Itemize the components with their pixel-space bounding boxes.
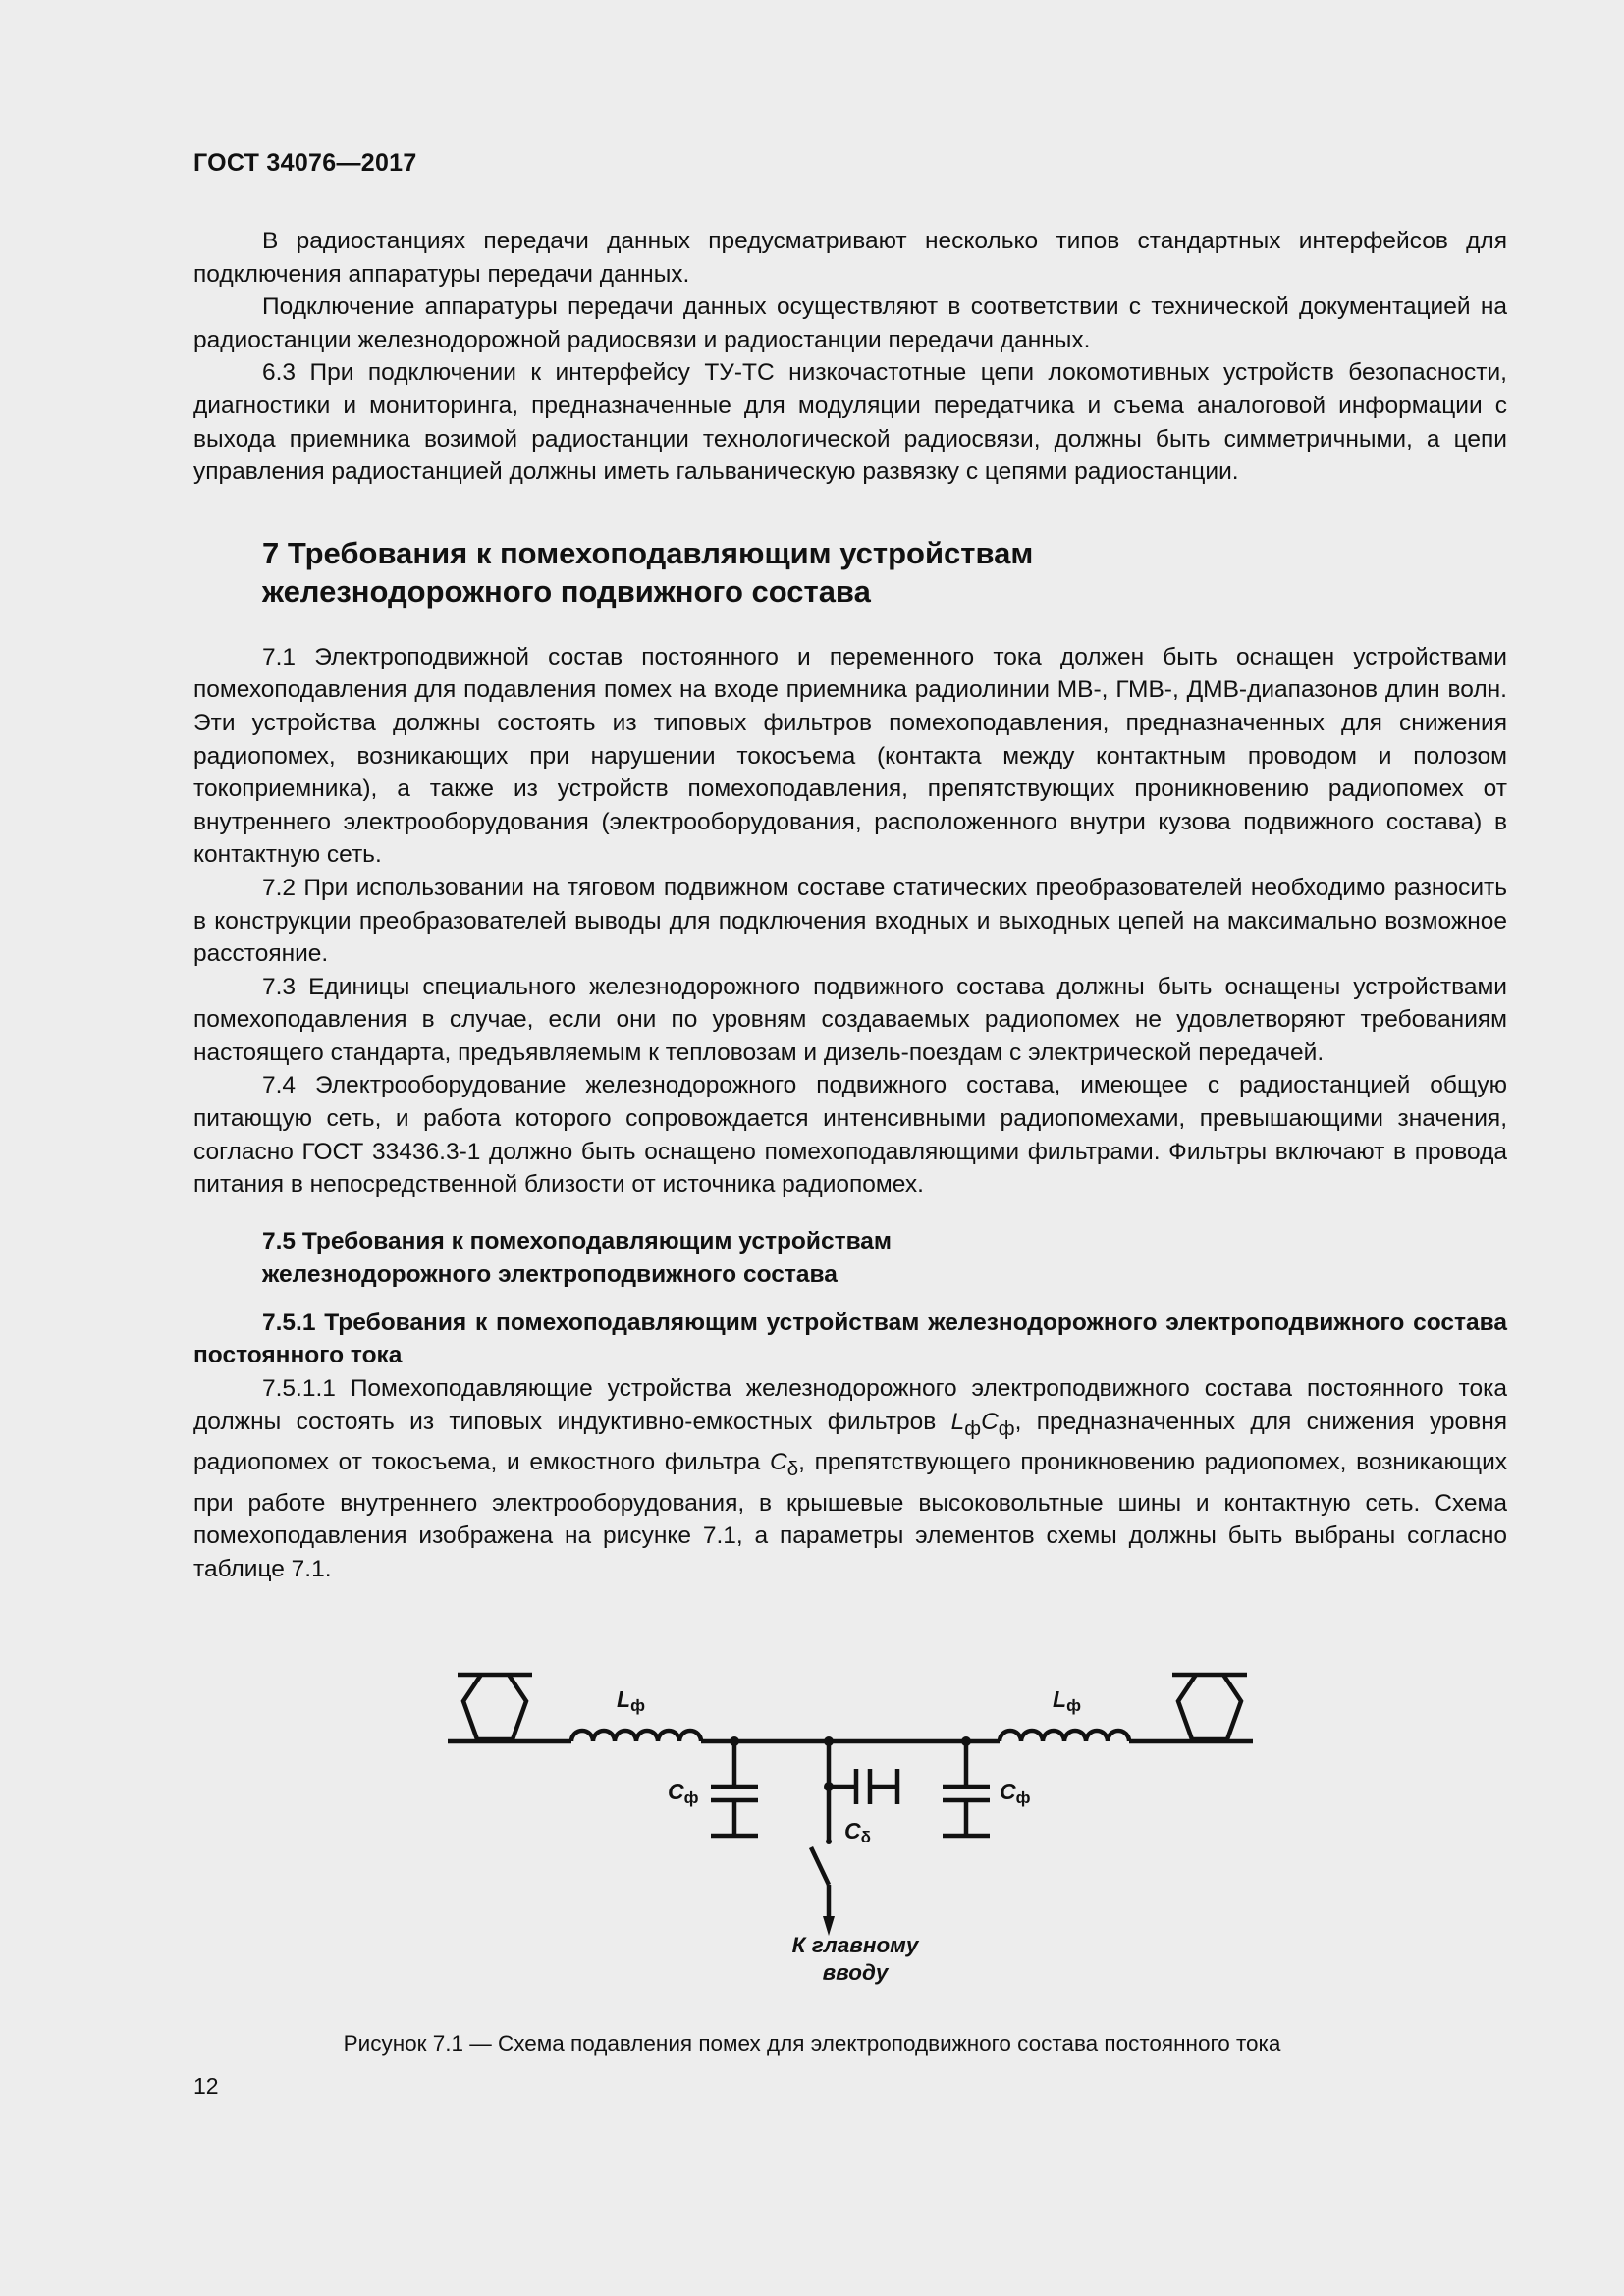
right-capacitor-label: $C_ф$: [1000, 1779, 1031, 1807]
document-body: [193, 225, 1507, 1585]
paragraph-7-1: 7.1 Электроподвижной состав постоянного и переменного тока должен быть оснащен устройствами помехоподавления для подавления помех на входе приемника радиолинии МВ-, ГМВ-, ДМВ-диапазонов длин волн. Эти устройства должны состоять из типовых фильтров помехоподавления, предназначенных для снижения радиопомех, возникающих при нарушении токосъема (контакта между контактным проводом и полозом токоприемника), а также из устройств помехоподавления, препятствующих проникновению радиопомех от внутреннего электрооборудования (электрооборудования, расположенного внутри кузова подвижного состава) в контактную сеть.: [193, 643, 1507, 869]
section-7-heading: 7 Требования к помехоподавляющим устройствам железнодорожного подвижного состава: [262, 535, 1034, 609]
right-inductor-label: $L_ф$: [1053, 1686, 1081, 1715]
left-inductor-label: $L_ф$: [617, 1686, 645, 1715]
figure-caption: Рисунок 7.1 — Схема подавления помех для электроподвижного состава постоянного тока: [343, 2031, 1281, 2056]
left-pantograph-symbol: [463, 1675, 526, 1739]
right-pantograph-symbol: [1178, 1675, 1241, 1739]
figure-7-1-schematic: [438, 1659, 1263, 1993]
paragraph: В радиостанциях передачи данных предусматривают несколько типов стандартных интерфейсов для подключения аппаратуры передачи данных.: [193, 228, 1507, 288]
junction-dot: [730, 1736, 739, 1746]
section-7-5-1-heading: 7.5.1 Требования к помехоподавляющим устройствам железнодорожного электроподвижного состава постоянного тока: [193, 1308, 1507, 1369]
paragraph: 6.3 При подключении к интерфейсу ТУ-ТС низкочастотные цепи локомотивных устройств безопасности, диагностики и мониторинга, предназначенные для модуляции передатчика и съема аналоговой информации с выхода приемника возимой радиостанции технологической радиосвязи, должны быть симметричными, а цепи управления радиостанцией должны иметь гальваническую развязку с цепями радиостанции.: [193, 359, 1507, 486]
right-inductor: [1000, 1731, 1129, 1741]
paragraph-7-2: 7.2 При использовании на тяговом подвижном составе статических преобразователей необходимо разносить в конструкции преобразователей выводы для подключения входных и выходных цепей на максимально возможное расстояние.: [193, 874, 1507, 968]
cd-capacitor-label: $C_\delta$: [844, 1818, 871, 1846]
page-number: 12: [193, 2073, 219, 2099]
main-input-label: К главному вводу: [791, 1933, 919, 1985]
disconnect-switch-blade: [811, 1847, 829, 1885]
left-capacitor-label: $C_ф$: [668, 1779, 699, 1807]
paragraph-7-3: 7.3 Единицы специального железнодорожного подвижного состава должны быть оснащены устройствами помехоподавления в случае, если они по уровням создаваемых радиопомех не удовлетворяют требованиям настоящего стандарта, предъявляемым к тепловозам и дизель-поездам с электрической передачей.: [193, 973, 1507, 1066]
junction-dot: [824, 1736, 834, 1746]
junction-dot: [824, 1782, 834, 1791]
junction-dot: [961, 1736, 971, 1746]
document-code: ГОСТ 34076—2017: [193, 149, 417, 177]
paragraph: Подключение аппаратуры передачи данных осуществляют в соответствии с технической документацией на радиостанции железнодорожной радиосвязи и радиостанции передачи данных.: [193, 294, 1507, 353]
paragraph-7-4: 7.4 Электрооборудование железнодорожного подвижного состава, имеющее с радиостанцией общую питающую сеть, и работа которого сопровождается интенсивными радиопомехами, превышающими значения, согласно ГОСТ 33436.3-1 должно быть оснащено помехоподавляющими фильтрами. Фильтры включают в провода питания в непосредственной близости от источника радиопомех.: [193, 1072, 1507, 1199]
section-7-5-heading: 7.5 Требования к помехоподавляющим устройствам железнодорожного электроподвижного состава: [262, 1227, 893, 1288]
paragraph-7-5-1-1: 7.5.1.1 Помехоподавляющие устройства железнодорожного электроподвижного состава постоянного тока должны состоять из типовых индуктивно-емкостных фильтров $L_фC_ф$, предназначенных для снижения уровня радиопомех от токосъема, и емкостного фильтра $C_\delta$, препятствующего проникновению радиопомех, возникающих при работе внутреннего электрооборудования, в крышевые высоковольтные шины и контактную сеть. Схема помехоподавления изображена на рисунке 7.1, а параметры элементов схемы должны быть выбраны согласно таблице 7.1.: [193, 1375, 1507, 1582]
junction-dot: [826, 1839, 832, 1844]
left-inductor: [571, 1731, 701, 1741]
